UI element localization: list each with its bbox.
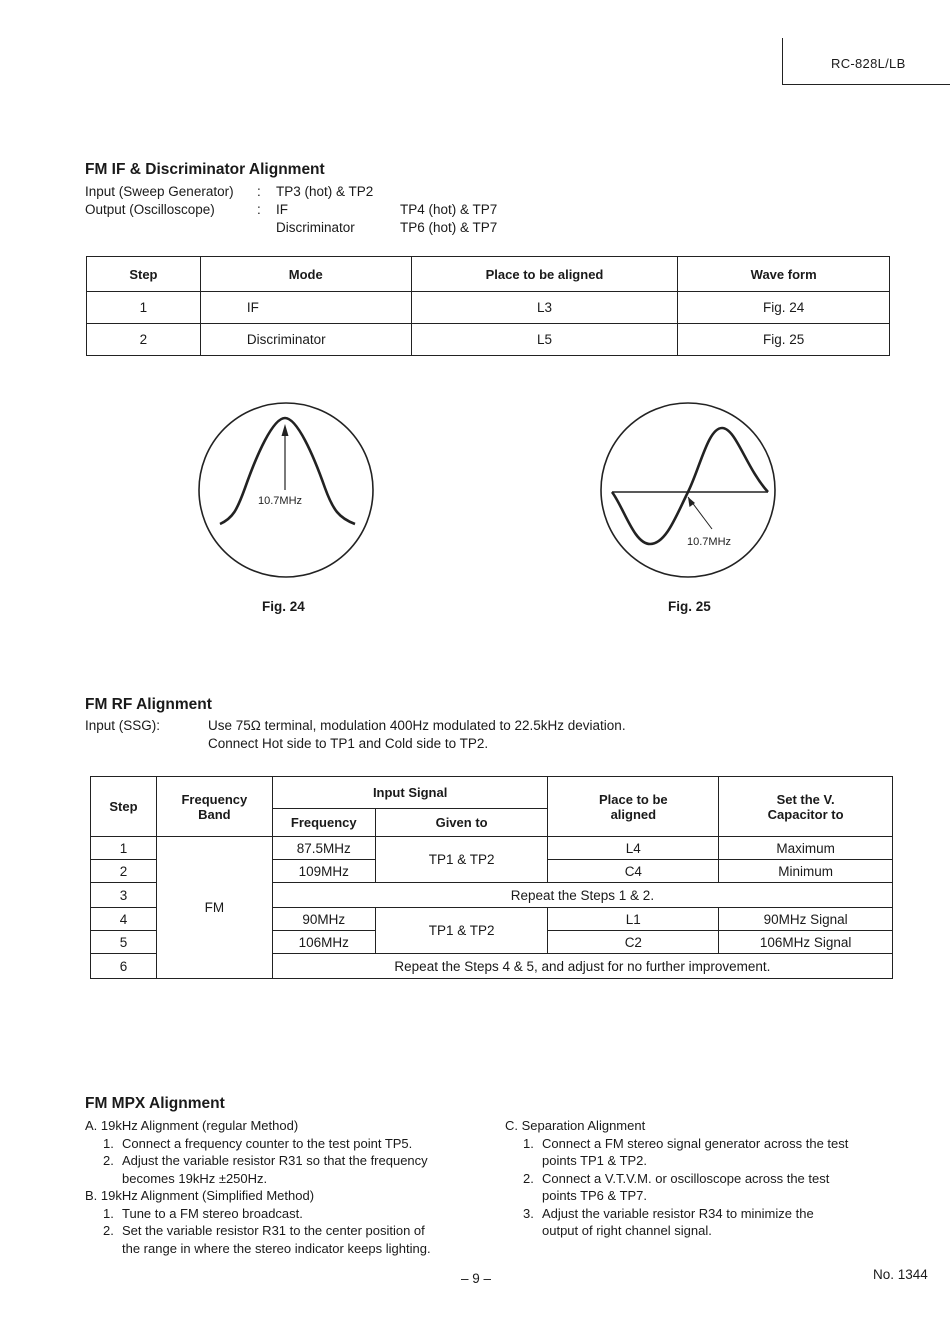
document-number: No. 1344 xyxy=(873,1267,928,1282)
if-header-wave: Wave form xyxy=(678,257,890,292)
rf-row2-place: C4 xyxy=(548,860,719,883)
rf-header-band: Frequency Band xyxy=(156,777,272,837)
rf-row6-repeat: Repeat the Steps 4 & 5, and adjust for no further improvement. xyxy=(272,954,892,979)
if-row1-place: L3 xyxy=(411,292,678,324)
rf-row3-repeat: Repeat the Steps 1 & 2. xyxy=(272,883,892,908)
mpx-c3-continued: output of right channel signal. xyxy=(542,1223,712,1238)
rf-section-title: FM RF Alignment xyxy=(85,696,212,713)
rf-row6-step: 6 xyxy=(91,954,157,979)
table-row xyxy=(91,837,893,860)
mpx-c1-continued: points TP1 & TP2. xyxy=(542,1153,648,1168)
rf-given-b: TP1 & TP2 xyxy=(375,908,548,954)
mpx-section-title: FM MPX Alignment xyxy=(85,1095,225,1112)
rf-input-label: Input (SSG): xyxy=(85,718,161,733)
rf-header-frequency: Frequency xyxy=(272,809,375,837)
rf-input-line2: Connect Hot side to TP1 and Cold side to TP2. xyxy=(208,736,489,751)
if-input-value: TP3 (hot) & TP2 xyxy=(276,184,374,199)
fig25-label: Fig. 25 xyxy=(668,599,711,614)
rf-row2-step: 2 xyxy=(91,860,157,883)
if-header-step: Step xyxy=(87,257,201,292)
rf-row4-set: 90MHz Signal xyxy=(719,908,893,931)
rf-row2-set: Minimum xyxy=(719,860,893,883)
rf-header-given-to: Given to xyxy=(375,809,548,837)
list-item: 1. Connect a frequency counter to the test point TP5. xyxy=(103,1135,413,1151)
fig24-waveform xyxy=(195,398,377,584)
rf-header-set: Set the V. Capacitor to xyxy=(719,777,893,837)
model-number: RC-828L/LB xyxy=(831,56,906,71)
if-header-place: Place to be aligned xyxy=(411,257,678,292)
if-row2-step: 2 xyxy=(87,324,201,356)
if-output-point-1: TP4 (hot) & TP7 xyxy=(400,202,498,217)
rf-row1-place: L4 xyxy=(548,837,719,860)
rf-input-line1: Use 75Ω terminal, modulation 400Hz modulated to 22.5kHz deviation. xyxy=(208,718,626,733)
fig25-waveform xyxy=(596,398,780,584)
if-row1-mode: IF xyxy=(200,292,411,324)
if-row1-wave: Fig. 24 xyxy=(678,292,890,324)
rf-given-a: TP1 & TP2 xyxy=(375,837,548,883)
list-item: 3. Adjust the variable resistor R34 to minimize the xyxy=(523,1205,814,1221)
if-header-mode: Mode xyxy=(200,257,411,292)
rf-row5-set: 106MHz Signal xyxy=(719,931,893,954)
if-output-mode-2: Discriminator xyxy=(276,220,355,235)
rf-row2-freq: 109MHz xyxy=(272,860,375,883)
if-row2-mode: Discriminator xyxy=(200,324,411,356)
mpx-left-column xyxy=(85,1117,485,1257)
rf-header-place: Place to be aligned xyxy=(548,777,719,837)
if-output-label: Output (Oscilloscope) xyxy=(85,202,215,217)
table-row xyxy=(87,292,890,324)
list-item: 2. Adjust the variable resistor R31 so that the frequency xyxy=(103,1153,428,1168)
rf-row1-set: Maximum xyxy=(719,837,893,860)
rf-alignment-table xyxy=(90,776,893,979)
list-item: 1. Connect a FM stereo signal generator across the test xyxy=(523,1135,849,1151)
list-item: 1. Tune to a FM stereo broadcast. xyxy=(103,1205,303,1221)
rf-row4-freq: 90MHz xyxy=(272,908,375,931)
mpx-b-title: B. 19kHz Alignment (Simplified Method) xyxy=(85,1188,315,1203)
table-row xyxy=(87,324,890,356)
list-item: 2. Connect a V.T.V.M. or oscilloscope across the test xyxy=(523,1170,830,1186)
rf-row1-step: 1 xyxy=(91,837,157,860)
fig24-marker-label: 10.7MHz xyxy=(258,495,303,507)
if-output-point-2: TP6 (hot) & TP7 xyxy=(400,220,498,235)
rf-row4-place: L1 xyxy=(548,908,719,931)
if-row2-place: L5 xyxy=(411,324,678,356)
if-row1-step: 1 xyxy=(87,292,201,324)
fig24-label: Fig. 24 xyxy=(262,599,305,614)
if-output-sep: : xyxy=(257,202,261,217)
rf-header-step: Step xyxy=(91,777,157,837)
list-item: 2. Set the variable resistor R31 to the center position of xyxy=(103,1223,425,1238)
rf-row1-freq: 87.5MHz xyxy=(272,837,375,860)
mpx-c-title: C. Separation Alignment xyxy=(505,1118,646,1133)
mpx-c2-continued: points TP6 & TP7. xyxy=(542,1188,648,1203)
header-model-box xyxy=(782,38,950,85)
rf-row5-freq: 106MHz xyxy=(272,931,375,954)
rf-row3-step: 3 xyxy=(91,883,157,908)
if-output-mode-1: IF xyxy=(276,202,288,217)
mpx-b2-continued: the range in where the stereo indicator keeps lighting. xyxy=(122,1240,431,1256)
if-section-title: FM IF & Discriminator Alignment xyxy=(85,161,325,178)
fig25-marker-label: 10.7MHz xyxy=(687,536,732,548)
mpx-right-column xyxy=(505,1117,905,1240)
page-number: – 9 – xyxy=(461,1271,492,1286)
if-alignment-table xyxy=(86,256,890,356)
rf-band-cell: FM xyxy=(156,837,272,979)
rf-row4-step: 4 xyxy=(91,908,157,931)
if-input-label: Input (Sweep Generator) xyxy=(85,184,234,199)
rf-row5-step: 5 xyxy=(91,931,157,954)
mpx-a-title: A. 19kHz Alignment (regular Method) xyxy=(85,1118,299,1133)
rf-header-input-signal: Input Signal xyxy=(272,777,548,809)
if-input-sep: : xyxy=(257,184,261,199)
if-row2-wave: Fig. 25 xyxy=(678,324,890,356)
mpx-a2-continued: becomes 19kHz ±250Hz. xyxy=(122,1170,268,1186)
rf-row5-place: C2 xyxy=(548,931,719,954)
